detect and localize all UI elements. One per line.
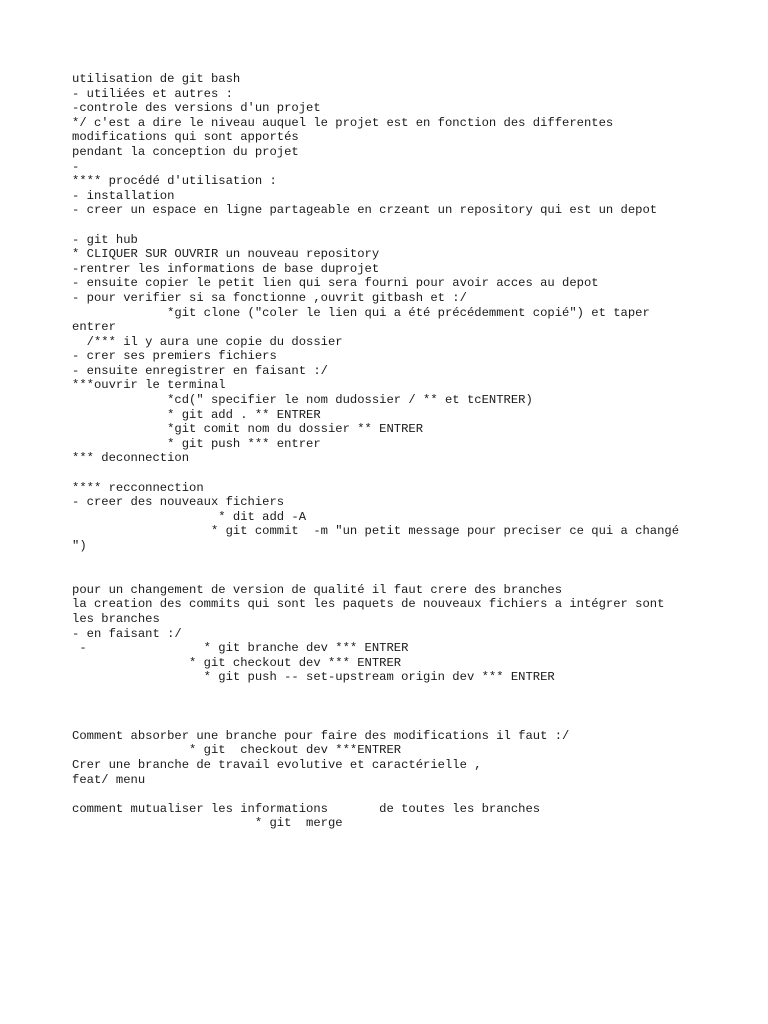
text-line: **** recconnection	[72, 480, 204, 495]
text-line: * git checkout dev ***ENTRER	[72, 743, 402, 758]
text-line: - git hub	[72, 232, 138, 247]
blank-line	[72, 685, 712, 700]
text-line: * git checkout dev *** ENTRER	[72, 655, 402, 670]
text-line: -	[72, 159, 80, 174]
text-line: la creation des commits qui sont les paquets de nouveaux fichiers a intégrer sont	[72, 597, 665, 612]
text-line: *cd(" specifier le nom dudossier / ** et tcENTRER)	[72, 393, 533, 408]
text-line: /*** il y aura une copie du dossier	[72, 334, 343, 349]
text-line: modifications qui sont apportés	[72, 130, 299, 145]
text-line: - crer ses premiers fichiers	[72, 349, 277, 364]
text-line: - utiliées et autres :	[72, 86, 233, 101]
text-line: * git commit -m "un petit message pour preciser ce qui a changé	[72, 524, 680, 539]
text-line: * git add . ** ENTRER	[72, 407, 321, 422]
text-line: */ c'est a dire le niveau auquel le projet est en fonction des differentes	[72, 115, 614, 130]
text-line: - creer des nouveaux fichiers	[72, 495, 285, 510]
blank-line	[72, 714, 712, 729]
text-line: *git comit nom du dossier ** ENTRER	[72, 422, 424, 437]
text-line: * git push *** entrer	[72, 436, 321, 451]
blank-line	[72, 466, 712, 481]
text-line: utilisation de git bash	[72, 72, 241, 86]
text-line: * git push -- set-upstream origin dev *** ENTRER	[72, 670, 555, 685]
blank-line	[72, 700, 712, 715]
text-line: - installation	[72, 188, 175, 203]
blank-line	[72, 554, 712, 569]
text-line: - pour verifier si sa fonctionne ,ouvrit gitbash et :/	[72, 290, 467, 305]
text-line: Crer une branche de travail evolutive et caractérielle ,	[72, 757, 482, 772]
text-line: * dit add -A	[72, 509, 307, 524]
text-line: *** deconnection	[72, 451, 190, 466]
text-line: Comment absorber une branche pour faire des modifications il faut :/	[72, 728, 570, 743]
text-line: pendant la conception du projet	[72, 144, 299, 159]
text-line: pour un changement de version de qualité il faut crere des branches	[72, 582, 563, 597]
text-line: -controle des versions d'un projet	[72, 101, 321, 116]
text-line: - ensuite copier le petit lien qui sera fourni pour avoir acces au depot	[72, 276, 599, 291]
text-line: * git merge	[72, 816, 343, 831]
document-page	[72, 72, 712, 831]
text-line: - en faisant :/	[72, 626, 182, 641]
text-line: - creer un espace en ligne partageable en crzeant un repository qui est un depot	[72, 203, 658, 218]
text-line: * CLIQUER SUR OUVRIR un nouveau repository	[72, 247, 380, 262]
text-line: - * git branche dev *** ENTRER	[72, 641, 409, 656]
blank-line	[72, 787, 712, 802]
blank-line	[72, 218, 712, 233]
text-line: feat/ menu	[72, 772, 146, 787]
text-line: ***ouvrir le terminal	[72, 378, 226, 393]
text-line: ")	[72, 539, 87, 553]
text-line: comment mutualiser les informations de toutes les branches	[72, 801, 541, 816]
text-line: **** procédé d'utilisation :	[72, 174, 277, 189]
text-line: entrer	[72, 320, 116, 335]
blank-line	[72, 568, 712, 583]
text-line: les branches	[72, 611, 160, 626]
text-line: *git clone ("coler le lien qui a été précédemment copié") et taper	[72, 305, 650, 320]
text-line: -rentrer les informations de base duprojet	[72, 261, 380, 276]
text-line: - ensuite enregistrer en faisant :/	[72, 363, 328, 378]
